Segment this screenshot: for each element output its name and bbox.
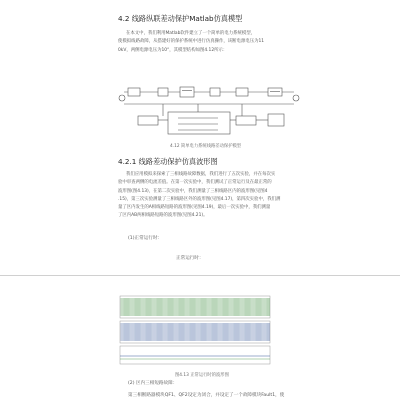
- figure-caption-4-12: 4.12 简单电力系统线路差动保护模型: [170, 144, 242, 149]
- section-heading-4-2: 4.2 线路纵联差动保护Matlab仿真模型: [118, 14, 243, 23]
- section-4-2-paragraph: [118, 30, 296, 55]
- waveform-panel-middle: [120, 321, 270, 343]
- section-4-2-1-paragraph: [118, 171, 296, 221]
- figure-caption-4-13: 图4.13 正常运行时的波形图: [175, 373, 229, 378]
- page-divider: [0, 275, 400, 276]
- waveform-panel-bottom: [120, 346, 270, 364]
- paragraph-line: 了区内AB两相线路短路的波形图(见图4.21)。: [118, 213, 208, 219]
- paragraph-line: 我们应用模拟来探索了三相线路故障数据，我们进行了五次实验，并在每次实: [126, 172, 276, 177]
- section-2-paragraph: 第三相断路器模块QF1、QF2设定为闭合，并设定了一个故障模块Fault1，使: [128, 393, 285, 398]
- list-item-2: (2) 区内三相短路故障：: [128, 381, 178, 386]
- paragraph-line: .15)，第三次实验测量了三相线路区外的波形图(见图4.17)，第四次实验中，我们测: [118, 196, 281, 202]
- paragraph-line: 使模拟线路故障，从搭建好的保护系统中进行仿真操作，该断电源电压为11: [118, 39, 265, 45]
- simulink-model-diagram: [118, 82, 300, 140]
- list-item-1-sub: 正常运行时：: [176, 256, 204, 261]
- list-item-1: (1)正常运行时：: [128, 236, 163, 241]
- waveform-panel-top: [120, 296, 270, 318]
- paragraph-line: 波形图(图4.13)，在第二次实验中，我们测量了三相线路区内的波形图(见图4: [118, 188, 268, 194]
- section-heading-4-2-1: 4.2.1 线路差动保护仿真波形图: [118, 157, 218, 166]
- paragraph-line: 验中审查两侧的电流差值。在第一次实验中，我们测试了正常运行及在最正常的: [118, 180, 272, 186]
- paragraph-line: 在本文中，我们利用Matlab软件建立了一个简单的电力系统模型，: [126, 31, 256, 36]
- paragraph-line: 0kV，两侧电源电压为10°，其模型结构如图4.12所示：: [118, 47, 228, 53]
- paragraph-line: 量了区内发生的A相线路短路的波形图(见图4.19)，最后一次实验中，我们测量: [118, 205, 271, 211]
- waveform-figure: [120, 296, 270, 368]
